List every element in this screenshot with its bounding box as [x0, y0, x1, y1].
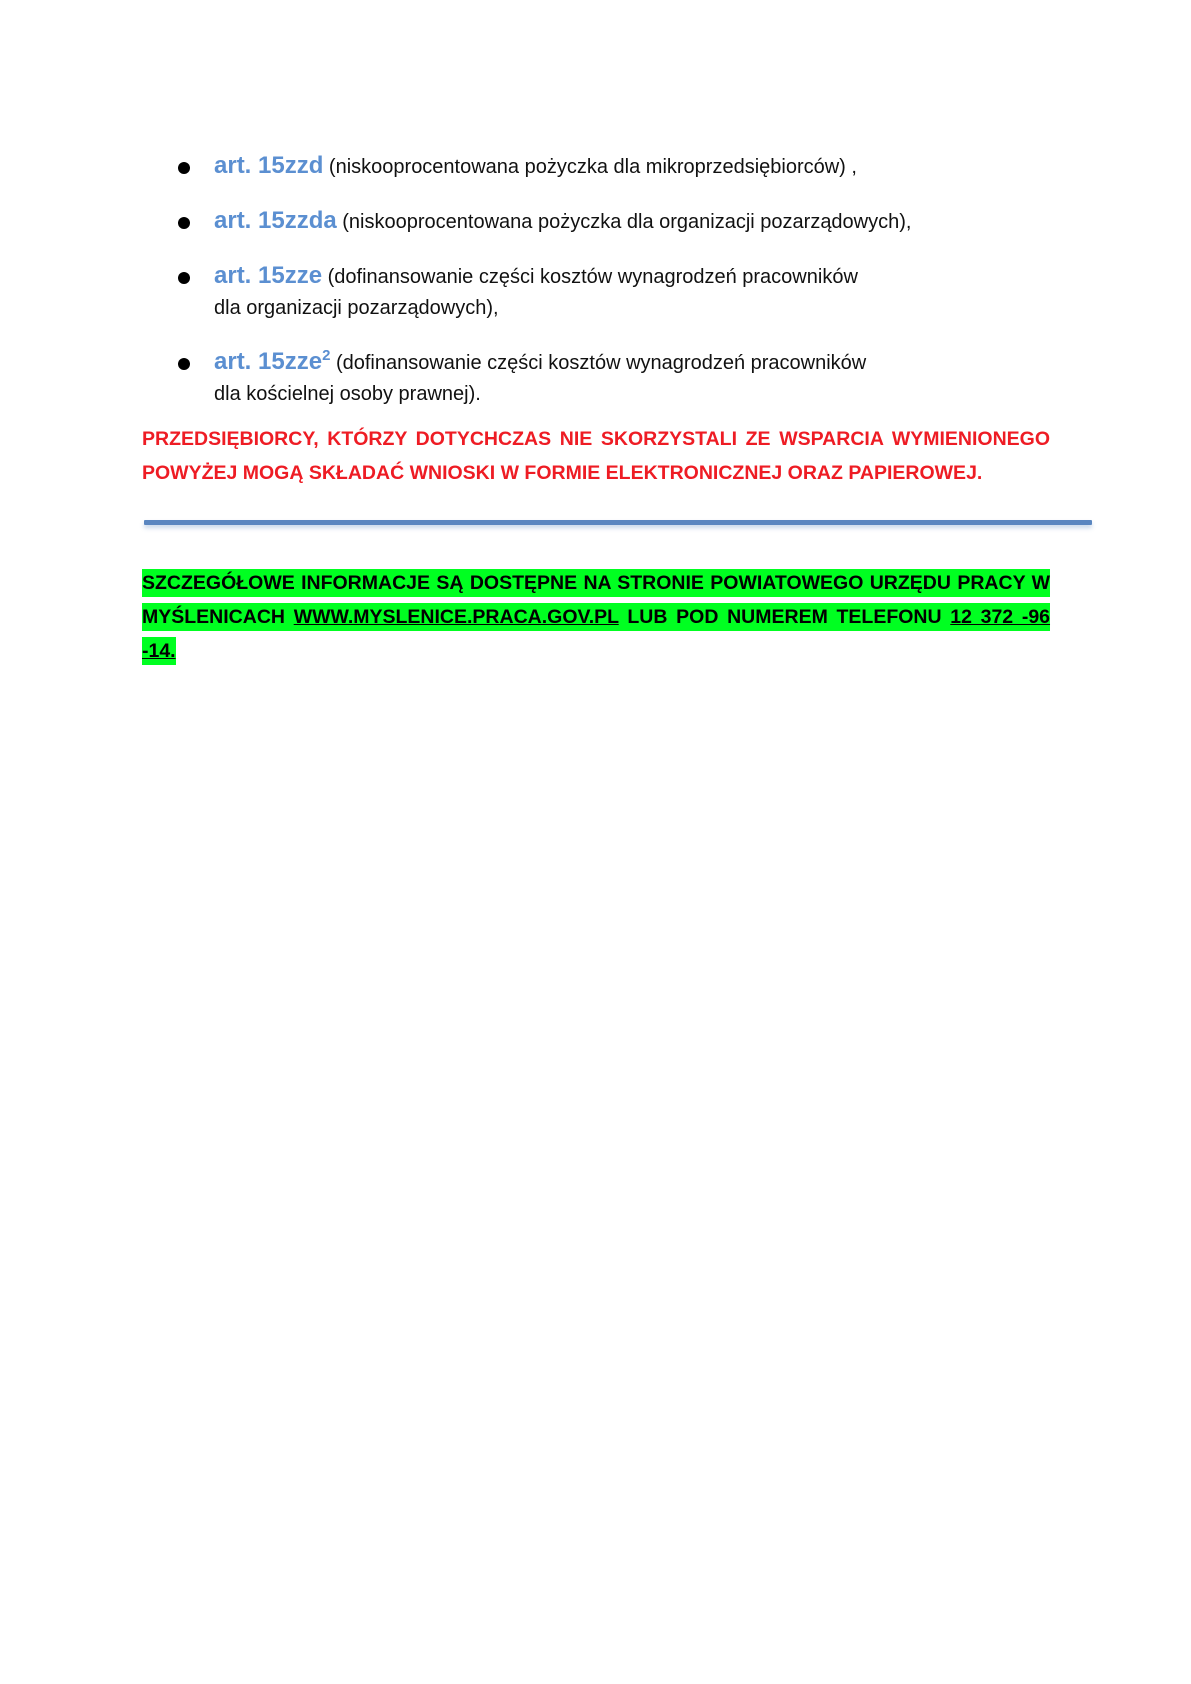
article-number: art. 15zzd [214, 152, 324, 179]
phone-number: 12 372 -96 -14. [142, 603, 1050, 665]
article-description-continuation: dla kościelnej osoby prawnej). [214, 383, 481, 405]
list-item [178, 346, 1050, 410]
article-list [178, 150, 1050, 432]
article-description: (dofinansowanie części kosztów wynagrodzeń pracowników [322, 266, 858, 288]
article-number: art. 15zze [214, 262, 323, 289]
article-description: (niskooprocentowana pożyczka dla organizacji pozarządowych), [336, 211, 912, 233]
contact-info [142, 566, 1050, 668]
list-item [178, 260, 1050, 324]
article-description: (dofinansowanie części kosztów wynagrodzeń pracowników [330, 352, 867, 374]
entrepreneur-notice: PRZEDSIĘBIORCY, KTÓRZY DOTYCHCZAS NIE SKORZYSTALI ZE WSPARCIA WYMIENIONEGO POWYŻEJ MOGĄ SKŁADAĆ WNIOSKI W FORMIE ELEKTRONICZNEJ ORAZ PAPIEROWEJ. [142, 428, 1050, 484]
bullet-icon [178, 358, 190, 370]
bullet-icon [178, 162, 190, 174]
article-description-continuation: dla organizacji pozarządowych), [214, 297, 499, 319]
bullet-icon [178, 217, 190, 229]
list-item [178, 150, 1050, 183]
article-number: art. 15zzda [214, 207, 337, 234]
bullet-icon [178, 272, 190, 284]
horizontal-divider [144, 520, 1092, 525]
list-item [178, 205, 1050, 238]
article-description: (niskooprocentowana pożyczka dla mikroprzedsiębiorców) , [323, 156, 857, 178]
website-link-text: WWW.MYSLENICE.PRACA.GOV.PL [294, 603, 619, 631]
superscript: 2 [322, 347, 331, 364]
info-text: SZCZEGÓŁOWE INFORMACJE SĄ DOSTĘPNE NA STRONIE POWIATOWEGO URZĘDU PRACY W MYŚLENICACH [142, 569, 1050, 631]
article-number: art. 15zze$^2$ [214, 347, 331, 375]
info-text-phone-label: LUB POD NUMEREM TELEFONU [619, 603, 951, 631]
